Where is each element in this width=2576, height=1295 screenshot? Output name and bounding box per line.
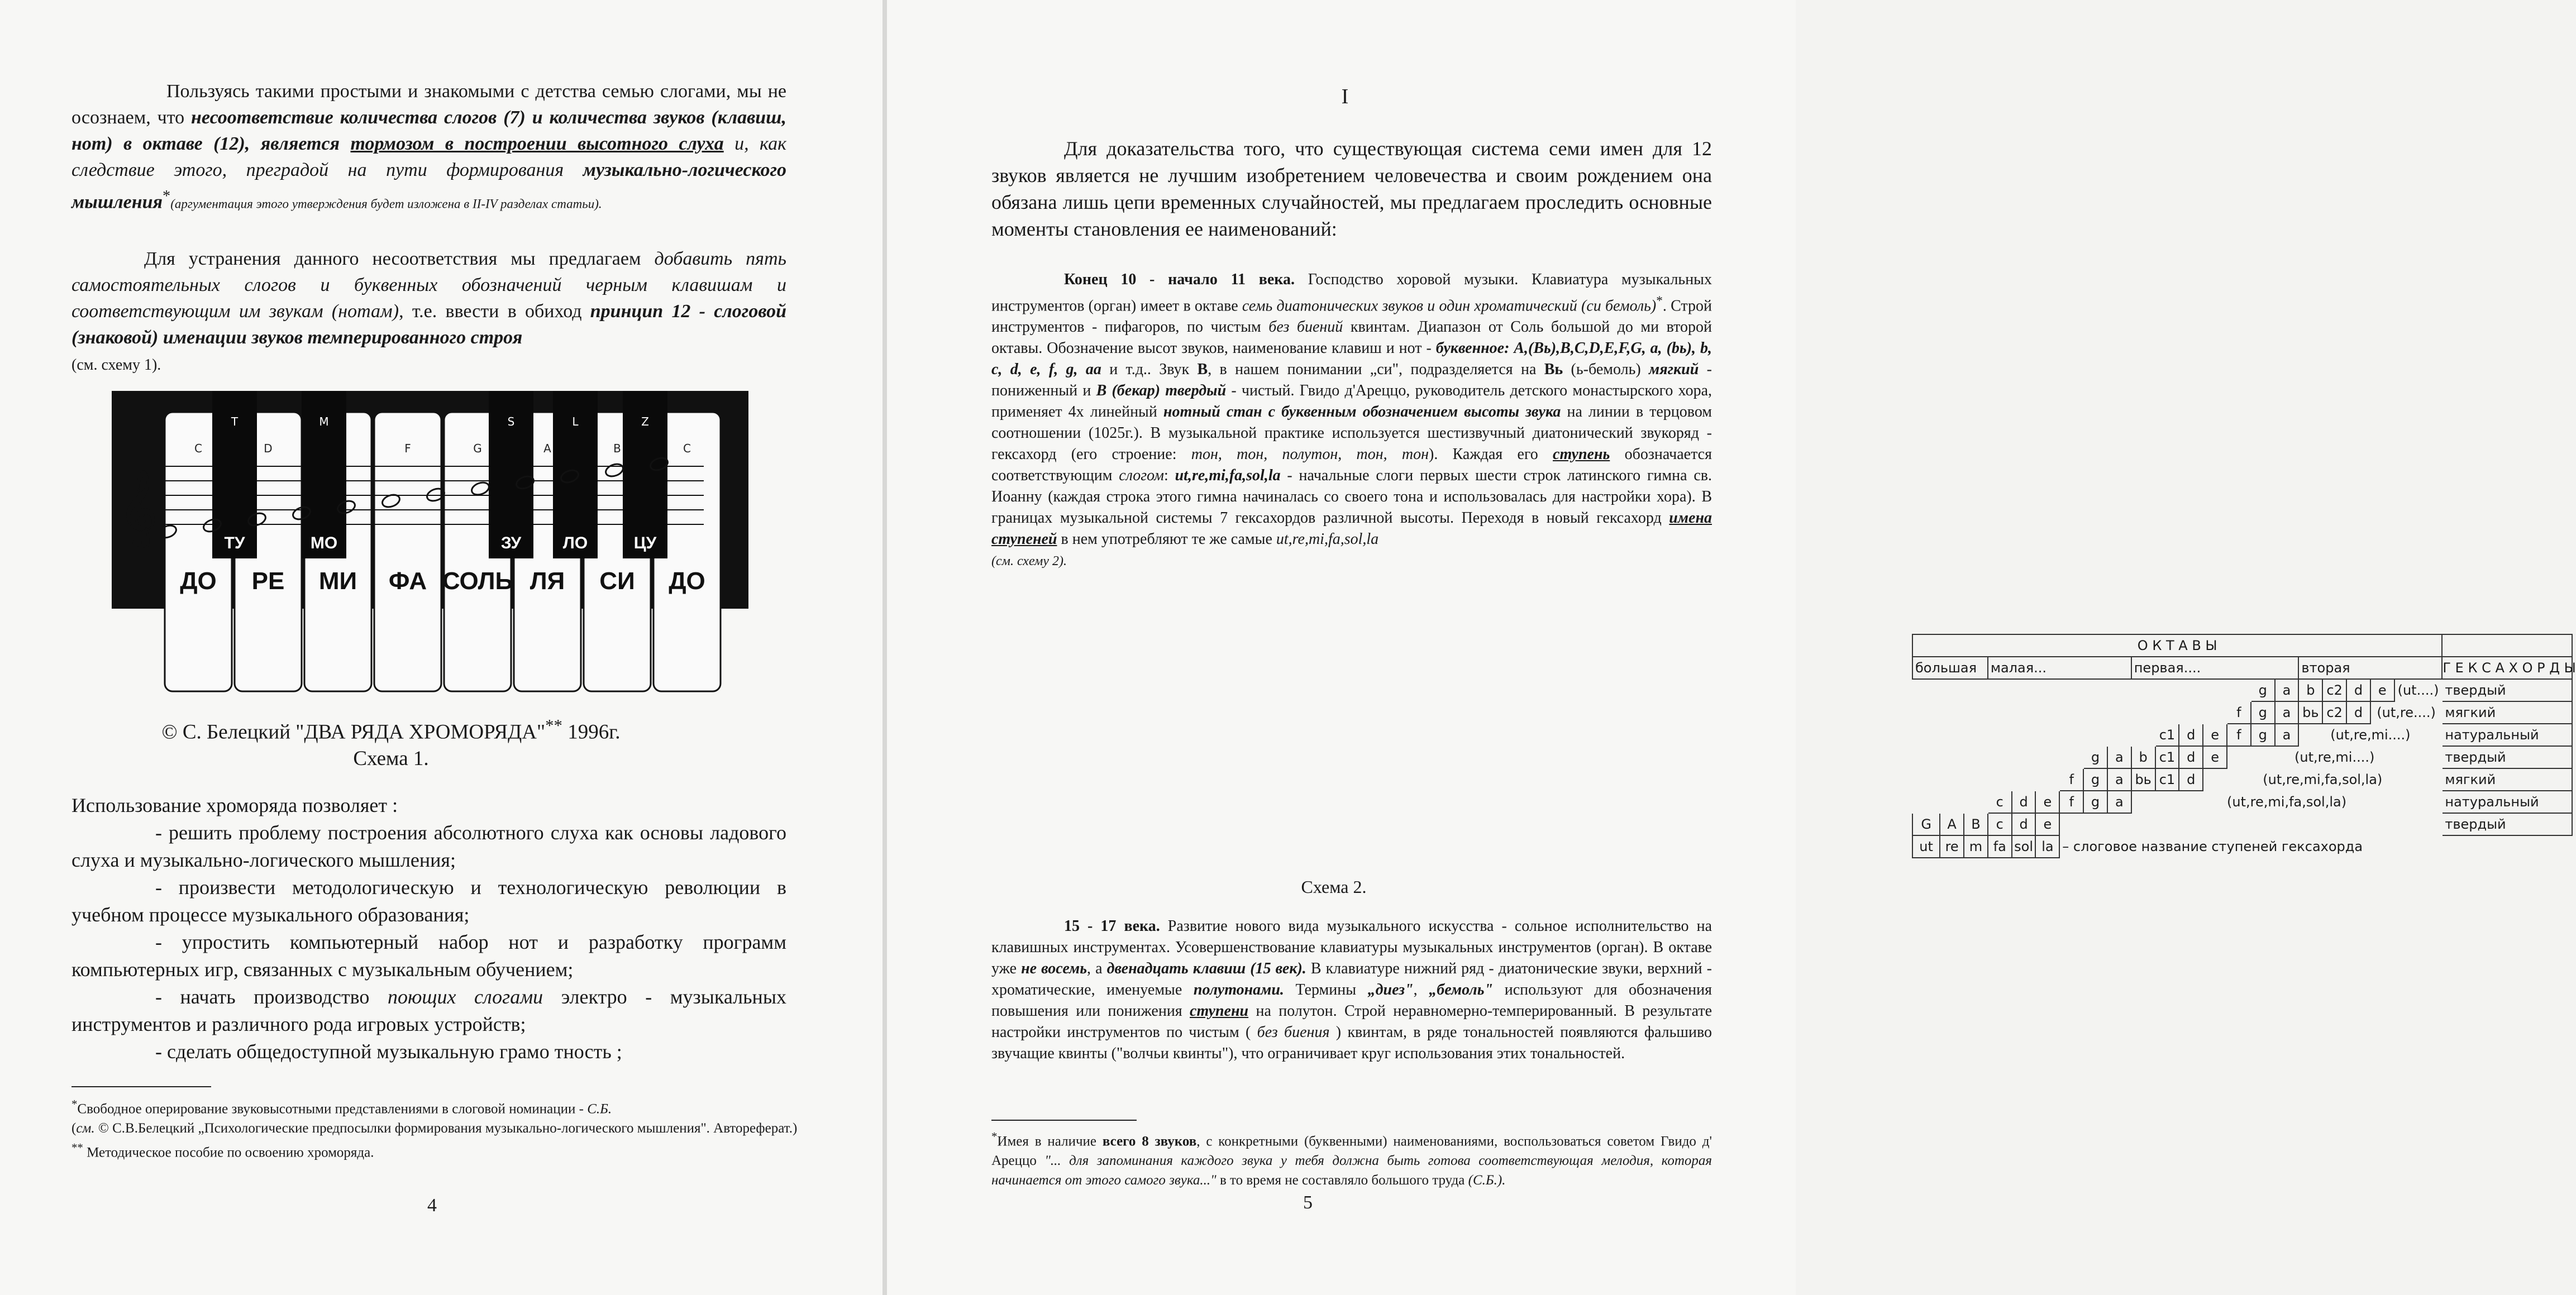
scheme-label: Схема 1. — [353, 747, 429, 771]
page-number: 4 — [427, 1195, 437, 1216]
book-gutter — [882, 0, 887, 1295]
table-row — [1912, 835, 2572, 858]
white-key-syllable: ФА — [388, 567, 427, 595]
note-cell: e — [2370, 679, 2394, 701]
list-item: - произвести методологическую и технологическую революции в учебном процессе музыкального образования; — [71, 876, 786, 926]
text: и, как следствие этого, преградой на пути формирования — [71, 133, 786, 180]
note-cell: c — [1988, 813, 2012, 835]
syllable-cell: fa — [1988, 835, 2012, 858]
footnote-text: Методическое пособие по освоению хроморяда. — [87, 1145, 374, 1160]
white-key-letter: G — [473, 442, 482, 455]
note-cell: b — [2131, 746, 2155, 768]
table-row — [1912, 657, 2572, 679]
note-cell: f — [2227, 724, 2251, 746]
note-cell: bь — [2131, 768, 2155, 791]
white-key-syllable: ДО — [669, 567, 705, 595]
white-key-syllable: МИ — [318, 567, 357, 595]
footnote-text: © С.В.Белецкий „Психологические предпосылки формирования музыкально-логического мышления". Автореферат.) — [94, 1121, 798, 1136]
syllables-label: – слоговое название ступеней гексахорда — [2062, 839, 2363, 854]
list-intro: Использование хроморяда позволяет : — [71, 794, 398, 816]
note-cell: g — [2083, 746, 2107, 768]
empty-cell — [1912, 791, 1988, 813]
hexachords-header-blank — [2442, 634, 2572, 657]
note-cell: c — [1988, 791, 2012, 813]
footnote-rule — [991, 1120, 1137, 1121]
note-cell: c2 — [2322, 701, 2346, 724]
treble-clef-icon: 𝄞 — [118, 469, 158, 547]
syllables-cell: (ut,re,mi,fa,sol,la) — [2227, 794, 2347, 810]
text: Пользуясь такими простыми и знакомыми с детства семью слогами, мы не осознаем, что — [71, 81, 786, 128]
hexachord-kind: твердый — [2442, 679, 2572, 701]
empty-cell — [1912, 724, 2155, 746]
table-row — [1912, 679, 2572, 701]
reference: (см. схему 1). — [71, 356, 161, 374]
page-number: 5 — [1303, 1192, 1313, 1213]
text: см. — [76, 1121, 95, 1136]
hexachord-kind: натуральный — [2442, 791, 2572, 813]
black-key-syllable: ЦУ — [633, 534, 657, 552]
white-key-syllable: ДО — [180, 567, 217, 595]
emphasis: добавить пять самостоятельных слогов и буквенных обозначений черным клавишам и соответствующим им звукам (нотам) — [71, 249, 786, 322]
scheme1-caption — [140, 712, 642, 772]
note-cell: f — [2059, 768, 2083, 791]
black-key-letter: Z — [641, 415, 649, 428]
note-cell: g — [2251, 701, 2275, 724]
note-cell: a — [2107, 791, 2131, 813]
footnote-mark: * — [163, 188, 171, 205]
white-key-letter: A — [543, 442, 551, 455]
signature: С.Б. — [587, 1101, 612, 1117]
note-cell: d — [2346, 701, 2370, 724]
table-row — [1912, 768, 2572, 791]
note-text: (аргументация этого утверждения будет изложена в II-IV разделах статьи). — [170, 197, 602, 211]
year: 1996г. — [562, 720, 621, 744]
emphasis: музыкально-логического мышления — [71, 160, 786, 213]
footnote-mark: ** — [545, 716, 562, 735]
note-cell: d — [2012, 813, 2036, 835]
octave-pervaya: первая.... — [2131, 657, 2299, 679]
section-heading: 15 - 17 века. — [1064, 918, 1160, 935]
white-key-syllable: СОЛЬ — [442, 567, 513, 595]
section-heading: Конец 10 - начало 11 века. — [1064, 271, 1295, 288]
scheme2-caption: Схема 2. — [1301, 877, 1367, 897]
empty-cell — [1912, 701, 2227, 724]
octave-vtoraya: вторая — [2298, 657, 2442, 679]
note-cell: e — [2035, 791, 2059, 813]
black-key-letter: S — [507, 415, 515, 428]
empty-cell — [1912, 768, 2059, 791]
syllable-cell: la — [2035, 835, 2059, 858]
text: - начать производство — [155, 986, 388, 1008]
octaves-header: О К Т А В Ы — [1912, 634, 2442, 657]
table-row — [1912, 724, 2572, 746]
note-cell: d — [2179, 746, 2203, 768]
table-row — [1912, 813, 2572, 835]
syllables-cell: (ut....) — [2397, 682, 2439, 698]
syllable-cell: m — [1964, 835, 1988, 858]
list-item — [71, 983, 786, 1038]
octave-malaya: малая... — [1988, 657, 2131, 679]
footnotes — [71, 1095, 798, 1163]
table-row — [1912, 791, 2572, 813]
octave-bolshaya: большая — [1912, 657, 1988, 679]
hexachord-kind: натуральный — [2442, 724, 2572, 746]
note-cell: B — [1964, 813, 1988, 835]
syllable-cell: re — [1940, 835, 1964, 858]
white-key-letter: B — [613, 442, 621, 455]
white-key-letter: D — [264, 442, 273, 455]
hexachord-kind: твердый — [2442, 746, 2572, 768]
right-page — [887, 0, 2576, 1295]
note-cell: e — [2035, 813, 2059, 835]
footnote-text: Свободное оперирование звуковысотными представлениями в слоговой номинации - — [77, 1101, 588, 1117]
note-cell: a — [2275, 679, 2299, 701]
empty-cell — [2442, 835, 2572, 858]
note-cell: b — [2298, 679, 2322, 701]
black-key-syllable: ТУ — [224, 534, 245, 552]
syllables-cell: (ut,re,mi....) — [2330, 727, 2411, 743]
emphasis: несоответствие количества слогов (7) и количества звуков (клавиш, нот) в октаве (12), является — [71, 107, 786, 154]
note-cell: a — [2275, 701, 2299, 724]
hexachords-header: Г Е К С А Х О Р Д Ы — [2442, 657, 2572, 679]
usage-list — [71, 792, 786, 1065]
note-cell: d — [2179, 724, 2203, 746]
paragraph-proposal — [71, 246, 786, 378]
black-key-syllable: МО — [310, 534, 338, 552]
syllables-cell: (ut,re,mi,fa,sol,la) — [2263, 772, 2383, 787]
white-key-letter: C — [683, 442, 691, 455]
black-key-syllable: ЗУ — [500, 534, 522, 552]
note-cell: c1 — [2155, 768, 2179, 791]
white-key-letter: F — [404, 442, 411, 455]
hexachord-kind: твердый — [2442, 813, 2572, 835]
table-row — [1912, 746, 2572, 768]
white-key-syllable: СИ — [599, 567, 635, 595]
footnote-rule — [71, 1086, 211, 1087]
note-cell: bь — [2298, 701, 2322, 724]
note-cell: A — [1940, 813, 1964, 835]
syllables-cell: (ut,re....) — [2377, 705, 2436, 720]
empty-cell — [1912, 679, 2251, 701]
note-cell: d — [2346, 679, 2370, 701]
note-cell: e — [2203, 724, 2227, 746]
text: ( — [71, 1121, 77, 1136]
hexachord-kind: мягкий — [2442, 701, 2572, 724]
list-item: - сделать общедоступной музыкальную грамо тность ; — [155, 1040, 622, 1063]
paragraph-syllables — [71, 78, 786, 217]
table-row — [1912, 701, 2572, 724]
note-cell: c1 — [2155, 724, 2179, 746]
list-item: - решить проблему построения абсолютного слуха как основы ладового слуха и музыкально-логического мышления; — [71, 821, 786, 871]
syllable-cell: sol — [2012, 835, 2036, 858]
list-item: - упростить компьютерный набор нот и разработку программ компьютерных игр, связанных с музыкальным обучением; — [71, 931, 786, 981]
paragraph-10-11-century: Конец 10 - начало 11 века. Господство хоровой музыки. Клавиатура музыкальных инструментов (орган) имеет в октаве семь диатонических звуков и один хроматический (си бемоль)*. Строй инструментов - пифагоров, по чистым без биений квинтам. Диапазон от Соль большой до ми второй октавы. Обозначение высот звуков, наименование клавиш и нот - буквенное: A,(Bь),B,C,D,E,F,G, a, (bь), b, c, d, e, f, g, aa и т.д.. Звук B, в нашем понимании „си", подразделяется на Bь (ь-бемоль) мягкий - пониженный и В (бекар) твердый - чистый. Гвидо д'Ареццо, руководитель детского монастырского хора, применяет 4х линейный нотный стан с буквенным обозначением высоты звука на линии в терцовом соотношении (1025г.). В музыкальной практике используется шестизвучный диатонический звукоряд - гексахорд (его строение: тон, тон, полутон, тон, тон). Каждая его ступень обозначается соответствующим слогом: ut,re,mi,fa,sol,la - начальные слоги первых шести строк латинского гимна св. Иоанну (каждая строка этого гимна начиналась со своего тона и использовалась для настройки хора). В границах музыкальной системы 7 гексахордов различной высоты. Переходя в новый гексахорд имена ступеней в нем употребляют те же самые ut,re,mi,fa,sol,la (см. схему 2). — [991, 271, 1712, 569]
syllables-cell — [2059, 813, 2442, 835]
black-key-letter: T — [231, 415, 238, 428]
text: Для устранения данного несоответствия мы предлагаем — [144, 249, 655, 269]
section-number: I — [1341, 85, 1349, 108]
note-cell: a — [2107, 768, 2131, 791]
white-key-syllable: ЛЯ — [529, 567, 565, 595]
text: электро - музыкальных инструментов и различного рода игровых устройств; — [71, 986, 787, 1035]
hexachord-kind: мягкий — [2442, 768, 2572, 791]
syllable-cell: ut — [1912, 835, 1940, 858]
emphasis: поющих слогами — [387, 986, 543, 1008]
hexachord-table — [1912, 634, 2576, 858]
note-cell: c1 — [2155, 746, 2179, 768]
note-cell: d — [2179, 768, 2203, 791]
syllables-cell: (ut,re,mi....) — [2294, 749, 2375, 765]
copyright-title: © С. Белецкий "ДВА РЯДА ХРОМОРЯДА" — [161, 720, 546, 744]
note-cell: a — [2275, 724, 2299, 746]
note-cell: e — [2203, 746, 2227, 768]
intro-paragraph: Для доказательства того, что существующая система семи имен для 12 звуков является не лучшим изобретением человечества и своим рождением она обязана лишь цепи временных случайностей, мы предлагаем проследить основные моменты становления ее наименований: — [991, 137, 1712, 240]
white-key-letter: C — [194, 442, 202, 455]
note-cell: g — [2083, 791, 2107, 813]
note-cell: f — [2059, 791, 2083, 813]
black-key-syllable: ЛО — [562, 534, 588, 552]
note-cell: f — [2227, 701, 2251, 724]
footnote: *Имея в наличие всего 8 звуков, с конкретными (буквенными) наименованиями, воспользоваться советом Гвидо д' Ареццо "... для запоминания каждого звука у тебя должна быть готова соответствующая мелодия, которая начинается от этого самого звука..." в то время не составляло большого труда (С.Б.). — [991, 1130, 1712, 1188]
paragraph-15-17-century: 15 - 17 века. Развитие нового вида музыкального искусства - сольное исполнительство на клавишных инструментах. Усовершенствование клавиатуры музыкальных инструментов (орган). В октаве уже не восемь, а двенадцать клавиш (15 век). В клавиатуре нижний ряд - диатонические звуки, верхний - хроматические, именуемые полутонами. Термины „диез", „бемоль" используют для обозначения повышения или понижения ступени на полутон. Строй неравномерно-темперированный. В результате настройки инструментов по чистым ( без биения ) квинтам, в ряде тональностей появляются фальшиво звучащие квинты ("волчьи квинты"), что ограничивает круг использования этих тональностей. — [991, 918, 1712, 1062]
empty-cell — [1912, 746, 2083, 768]
note-cell: g — [2251, 679, 2275, 701]
note-cell: a — [2107, 746, 2131, 768]
note-cell: g — [2083, 768, 2107, 791]
text: , т.е. ввести в обиход — [399, 301, 590, 322]
left-page — [0, 0, 882, 1295]
note-cell: d — [2012, 791, 2036, 813]
note-cell: c2 — [2322, 679, 2346, 701]
black-key-letter: L — [572, 415, 579, 428]
note-cell: g — [2251, 724, 2275, 746]
footnote-mark: ** — [71, 1141, 83, 1155]
note-cell: G — [1912, 813, 1940, 835]
chromatic-keyboard-diagram — [112, 391, 748, 704]
emphasis: принцип 12 - слоговой (знаковой) именации звуков темперированного строя — [71, 301, 786, 348]
table-row — [1912, 634, 2572, 657]
emphasis-underlined: тормозом в построении высотного слуха — [350, 133, 724, 154]
black-key-letter: M — [319, 415, 329, 428]
white-key-syllable: РЕ — [251, 567, 285, 595]
footnote-mark: * — [71, 1097, 78, 1111]
